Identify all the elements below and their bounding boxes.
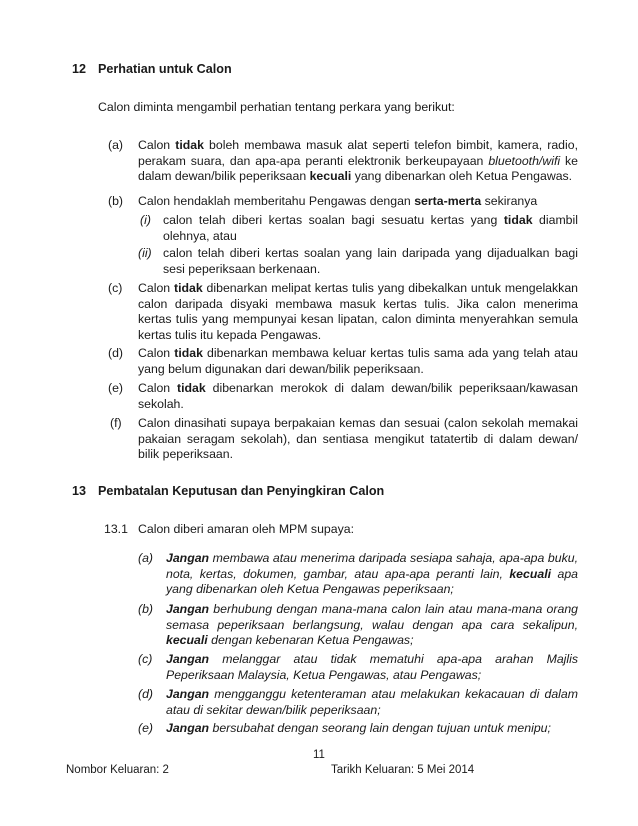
emphasis-text: Jangan — [166, 721, 210, 735]
text-segment: calon telah diberi kertas soalan yang lain daripada yang dijadualkan bagi sesi peperiksaan berkenaan. — [163, 246, 578, 276]
item-12a-text — [138, 138, 578, 185]
item-12a-label: (a) — [108, 138, 124, 152]
item-13c-text — [166, 652, 578, 683]
text-segment: yang dibenarkan oleh Ketua Pengawas. — [351, 169, 573, 183]
footer-release-date: Tarikh Keluaran: 5 Mei 2014 — [331, 764, 475, 776]
item-13a-text — [166, 551, 578, 598]
text-segment: diambil olehnya, atau — [163, 213, 578, 243]
text-segment: Calon hendaklah memberitahu Pengawas dengan — [138, 194, 415, 208]
subitem-12b-i-label: (i) — [140, 213, 151, 227]
item-13b-label: (b) — [138, 602, 154, 616]
subitem-12b-ii-text — [163, 246, 578, 277]
emphasis-text: Jangan — [166, 602, 210, 616]
emphasis-text: tidak — [503, 213, 533, 227]
item-12b-text — [138, 194, 578, 210]
section-12-title: Perhatian untuk Calon — [98, 62, 232, 76]
subitem-12b-i-text — [163, 213, 578, 244]
emphasis-text: kecuali — [309, 169, 352, 183]
item-12c-label: (c) — [108, 281, 123, 295]
text-segment: mengganggu ketenteraman atau melakukan kekacauan di dalam atau di sekitar dewan/bilik peperiksaan; — [166, 687, 578, 717]
text-segment: dengan kebenaran Ketua Pengawas; — [207, 633, 414, 647]
item-12b-label: (b) — [108, 194, 124, 208]
page-number: 11 — [313, 749, 325, 761]
text-segment: calon telah diberi kertas soalan bagi sesuatu kertas yang — [163, 213, 504, 227]
emphasis-text: tidak — [175, 138, 204, 152]
text-segment: dibenarkan merokok di dalam dewan/bilik peperiksaan/kawasan sekolah. — [138, 381, 578, 411]
text-segment: apa yang dibenarkan oleh Ketua Pengawas peperiksaan; — [166, 566, 578, 596]
item-12e-text — [138, 381, 578, 412]
footer-release-number: Nombor Keluaran: 2 — [66, 764, 169, 776]
item-12c-text — [138, 281, 578, 343]
emphasis-text: tidak — [174, 346, 203, 360]
text-segment: Calon — [138, 281, 174, 295]
subitem-12b-ii-label: (ii) — [138, 246, 152, 260]
item-12f-label: (f) — [110, 416, 122, 430]
item-12d-text — [138, 346, 578, 377]
item-13b-text — [166, 602, 578, 649]
text-segment: Calon — [138, 346, 175, 360]
emphasis-text: kecuali — [166, 633, 208, 647]
item-13e-text — [166, 721, 578, 737]
subsection-13-1-text: Calon diberi amaran oleh MPM supaya: — [138, 522, 354, 536]
emphasis-text: serta-merta — [414, 194, 482, 208]
text-segment: melanggar atau tidak mematuhi apa-apa arahan Majlis Peperiksaan Malaysia, Ketua Pengawas, atau Pengawas; — [166, 652, 578, 682]
text-segment: membawa atau menerima daripada sesiapa sahaja, apa-apa buku, nota, kertas, dokumen, gambar, atau apa-apa peranti lain, — [166, 551, 578, 581]
item-12d-label: (d) — [108, 346, 124, 360]
item-13d-text — [166, 687, 578, 718]
item-13c-label: (c) — [138, 652, 153, 666]
text-segment: Calon dinasihati supaya berpakaian kemas dan sesuai (calon sekolah memakai pakaian seragam sekolah), dan sentiasa mengikut tatatertib di dalam dewan/ bilik peperiksaan. — [138, 416, 578, 461]
item-13a-label: (a) — [138, 551, 154, 565]
emphasis-text: tidak — [173, 281, 203, 295]
text-segment: bersubahat dengan seorang lain dengan tujuan untuk menipu; — [209, 721, 551, 735]
emphasis-text: Jangan — [166, 687, 210, 701]
text-segment: dibenarkan melipat kertas tulis yang dibekalkan untuk mengelakkan calon daripada disyaki membawa masuk kertas tulis. Jika calon menerima kertas tulis yang mempunyai kesan lipatan, calon diminta menyerahkan semula kertas tulis itu kepada Pengawas. — [138, 281, 578, 342]
text-segment: sekiranya — [481, 194, 538, 208]
emphasis-text: Jangan — [166, 652, 210, 666]
section-12-intro: Calon diminta mengambil perhatian tentang perkara yang berikut: — [98, 100, 455, 114]
item-13d-label: (d) — [138, 687, 154, 701]
text-segment: Calon — [138, 138, 176, 152]
section-13-title: Pembatalan Keputusan dan Penyingkiran Calon — [98, 484, 385, 498]
emphasis-text: kecuali — [509, 566, 552, 581]
item-12f-text — [138, 416, 578, 463]
italic-term: bluetooth/wifi — [488, 153, 561, 168]
text-segment: dibenarkan membawa keluar kertas tulis sama ada yang telah atau yang belum digunakan dari dewan/bilik peperiksaan. — [138, 346, 579, 376]
text-segment: Calon — [138, 381, 178, 395]
text-segment: ke dalam dewan/bilik peperiksaan — [138, 153, 579, 183]
emphasis-text: tidak — [177, 381, 206, 395]
text-segment: berhubung dengan mana-mana calon lain atau mana-mana orang semasa peperiksaan berlangsung, walau dengan apa cara sekalipun, — [166, 602, 578, 632]
section-13-number: 13 — [72, 484, 87, 498]
item-13e-label: (e) — [138, 721, 154, 735]
text-segment: boleh membawa masuk alat seperti telefon bimbit, kamera, radio, perakam suara, dan apa-apa peranti elektronik berkeupayaan — [138, 138, 579, 168]
emphasis-text: Jangan — [166, 551, 210, 565]
subsection-13-1-number: 13.1 — [104, 522, 128, 536]
item-12e-label: (e) — [108, 381, 124, 395]
section-12-number: 12 — [72, 62, 87, 76]
